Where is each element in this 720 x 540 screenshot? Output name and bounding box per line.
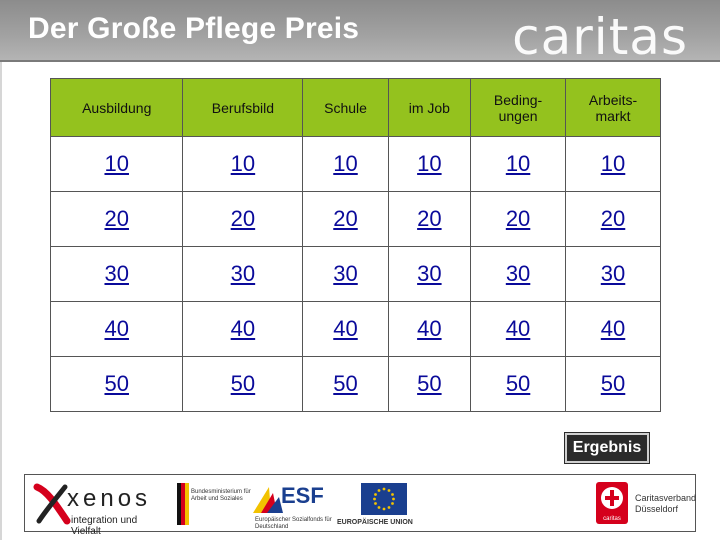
esf-wordmark: ESF [281,483,324,508]
eu-flag-icon [361,483,407,515]
ministry-name: Bundesministerium für Arbeit und Soziales [191,489,251,502]
board-cell [471,302,566,357]
board-cell [51,302,183,357]
points-link[interactable]: 50 [333,371,358,396]
board-cell [183,357,303,412]
xenos-wordmark: xenos [67,485,152,512]
board-cell [51,192,183,247]
category-bedingungen: Beding- ungen [471,79,566,137]
points-link[interactable]: 20 [417,206,442,231]
points-link[interactable]: 10 [505,151,531,176]
points-row-20 [51,192,661,247]
points-link[interactable]: 40 [333,316,358,341]
category-row [51,79,661,137]
points-link[interactable]: 30 [417,261,442,286]
category-ausbildung: Ausbildung [51,79,183,137]
esf-subtitle: Europäischer Sozialfonds für Deutschland [255,517,332,530]
points-link[interactable]: 50 [104,371,129,396]
board-cell [388,192,470,247]
board-cell [183,192,303,247]
points-link[interactable]: 20 [104,206,129,231]
page-title: Der Große Pflege Preis [28,12,360,45]
esf-logo [251,479,341,529]
board-cell [566,247,661,302]
result-button[interactable]: Ergebnis [565,433,649,463]
points-row-10 [51,137,661,192]
points-link[interactable]: 30 [230,261,256,286]
caritas-badge-text: caritas [603,516,621,522]
xenos-logo [33,479,163,537]
board-cell [303,247,388,302]
points-link[interactable]: 10 [333,151,358,176]
board-cell [388,247,470,302]
points-link[interactable]: 10 [230,151,256,176]
board-cell [51,357,183,412]
board-cell [471,192,566,247]
points-row-30 [51,247,661,302]
points-link[interactable]: 10 [104,151,129,176]
caritas-org-name: Caritasverband Düsseldorf [635,493,697,514]
board-cell [388,302,470,357]
board-cell [566,357,661,412]
points-link[interactable]: 30 [505,261,531,286]
points-link[interactable]: 50 [230,371,256,396]
category-berufsbild: Berufsbild [183,79,303,137]
board-cell [471,137,566,192]
board-cell [303,137,388,192]
xenos-subtitle: integration und Vielfalt [71,515,138,537]
points-link[interactable]: 40 [230,316,256,341]
board-cell [388,137,470,192]
points-link[interactable]: 50 [505,371,531,396]
board-cell [566,137,661,192]
caritas-duesseldorf-logo [595,479,695,529]
points-link[interactable]: 30 [333,261,358,286]
board-cell [183,302,303,357]
points-row-40 [51,302,661,357]
caritas-flame-cross-icon [595,481,629,525]
eu-logo [337,479,433,529]
points-link[interactable]: 40 [417,316,442,341]
eu-label: EUROPÄISCHE UNION [337,519,413,526]
points-link[interactable]: 30 [600,261,626,286]
points-link[interactable]: 40 [505,316,531,341]
board-cell [471,247,566,302]
left-edge-divider [0,62,2,540]
board-cell [471,357,566,412]
points-link[interactable]: 20 [230,206,256,231]
points-link[interactable]: 20 [333,206,358,231]
points-link[interactable]: 10 [600,151,626,176]
points-link[interactable]: 30 [104,261,129,286]
esf-emblem-icon [251,483,285,517]
caritas-wordmark: caritas [512,8,688,66]
german-flag-icon [177,483,189,525]
board-cell [566,302,661,357]
board-cell [183,137,303,192]
board-cell [566,192,661,247]
points-link[interactable]: 10 [417,151,442,176]
board-cell [303,302,388,357]
board-cell [303,192,388,247]
points-link[interactable]: 50 [417,371,442,396]
points-link[interactable]: 40 [600,316,626,341]
points-link[interactable]: 50 [600,371,626,396]
category-arbeitsmarkt: Arbeits- markt [566,79,661,137]
board-cell [51,247,183,302]
board-cell [183,247,303,302]
category-schule: Schule [303,79,388,137]
points-link[interactable]: 40 [104,316,129,341]
category-im-job: im Job [388,79,470,137]
jeopardy-board [50,78,661,412]
points-link[interactable]: 20 [600,206,626,231]
sponsor-footer [24,474,697,537]
board-cell [51,137,183,192]
points-link[interactable]: 20 [505,206,531,231]
points-row-50 [51,357,661,412]
board-cell [303,357,388,412]
header-bar [0,0,720,66]
board-cell [388,357,470,412]
